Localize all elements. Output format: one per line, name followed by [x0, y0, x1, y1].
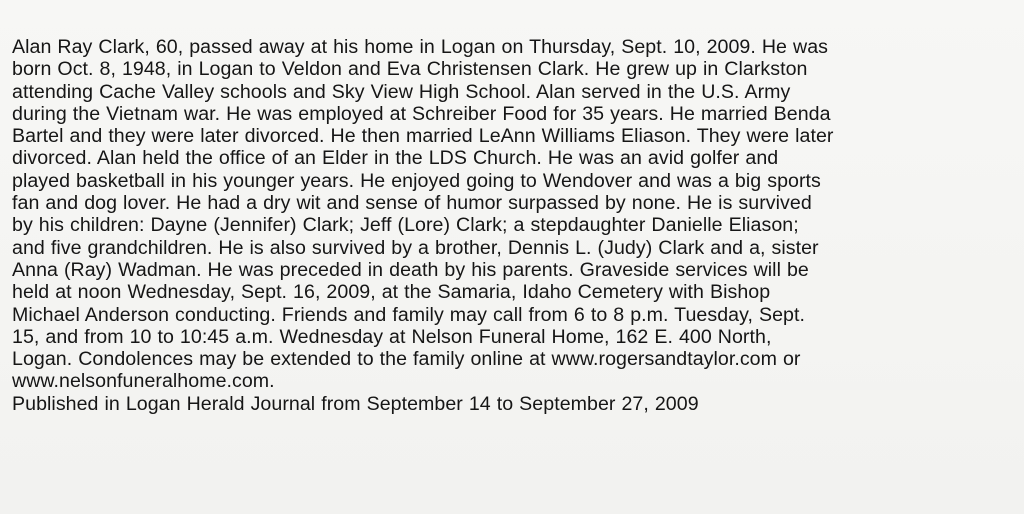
obituary-line: Bartel and they were later divorced. He then married LeAnn Williams Eliason. They were later	[12, 125, 834, 148]
obituary-line: Anna (Ray) Wadman. He was preceded in death by his parents. Graveside services will be	[12, 258, 809, 281]
obituary-line: Alan Ray Clark, 60, passed away at his home in Logan on Thursday, Sept. 10, 2009. He was	[12, 36, 828, 58]
obituary-line: 15, and from 10 to 10:45 a.m. Wednesday at Nelson Funeral Home, 162 E. 400 North,	[12, 325, 772, 348]
obituary-line: attending Cache Valley schools and Sky View High School. Alan served in the U.S. Army	[12, 80, 791, 103]
obituary-line: Michael Anderson conducting. Friends and family may call from 6 to 8 p.m. Tuesday, Sept.	[12, 303, 805, 326]
obituary-line: by his children: Dayne (Jennifer) Clark; Jeff (Lore) Clark; a stepdaughter Danielle Eliason;	[12, 214, 799, 237]
publication-note: Published in Logan Herald Journal from September 14 to September 27, 2009	[12, 392, 699, 415]
obituary-line: Logan. Condolences may be extended to the family online at www.rogersandtaylor.com or	[12, 348, 801, 371]
obituary-line: divorced. Alan held the office of an Elder in the LDS Church. He was an avid golfer and	[12, 147, 779, 170]
obituary-line: held at noon Wednesday, Sept. 16, 2009, at the Samaria, Idaho Cemetery with Bishop	[12, 281, 771, 304]
obituary-line: played basketball in his younger years. He enjoyed going to Wendover and was a big sports	[12, 169, 821, 192]
obituary-line: during the Vietnam war. He was employed at Schreiber Food for 35 years. He married Benda	[12, 102, 831, 125]
obituary-line: and five grandchildren. He is also survived by a brother, Dennis L. (Judy) Clark and a, sister	[12, 236, 819, 259]
obituary-line: fan and dog lover. He had a dry wit and sense of humor surpassed by none. He is survived	[12, 192, 812, 215]
obituary-text	[12, 36, 1016, 415]
obituary-line: www.nelsonfuneralhome.com.	[12, 370, 275, 393]
obituary-line: born Oct. 8, 1948, in Logan to Veldon and Eva Christensen Clark. He grew up in Clarkston	[12, 58, 808, 81]
